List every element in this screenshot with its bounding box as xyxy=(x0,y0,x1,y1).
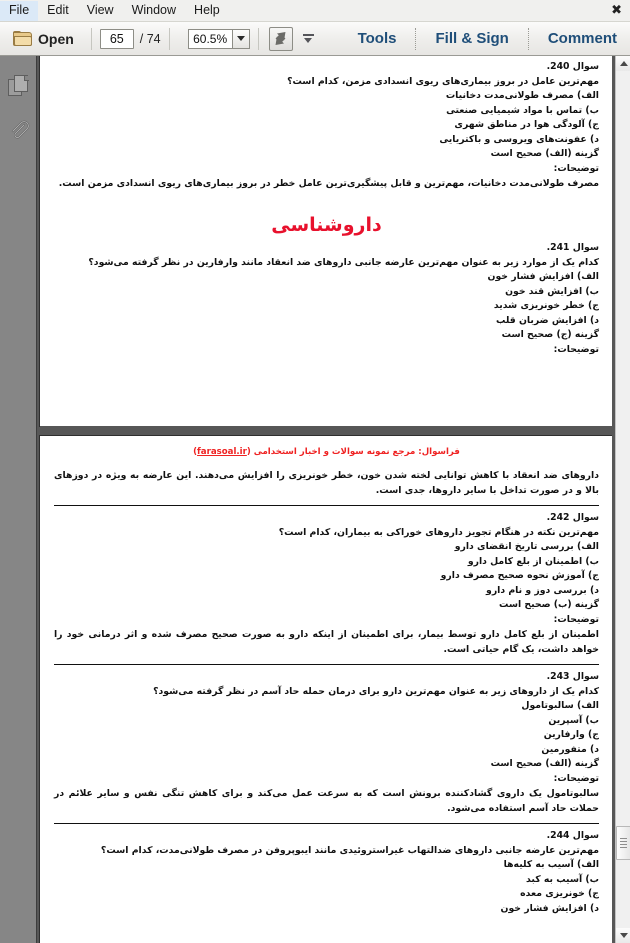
watermark-text: فراسوال: مرجع نمونه سوالات و اخبار استخدامی ( xyxy=(246,447,460,457)
option-b: ب) افزایش قند خون xyxy=(505,285,599,297)
navigation-sidebar xyxy=(0,56,37,943)
answer-line: گزینه (ب) صحیح است xyxy=(498,599,599,610)
question-number: سوال 244. xyxy=(546,830,599,841)
pdf-page-65 xyxy=(40,56,613,426)
question-text: کدام یک از موارد زیر به عنوان مهم‌ترین عارضه جانبی داروهای ضد انعقاد مانند وارفارین در نظر گرفته می‌شود؟ xyxy=(88,256,599,268)
question-text: کدام یک از داروهای زیر به عنوان مهم‌ترین دارو برای درمان حمله حاد آسم در نظر گرفته می‌شود؟ xyxy=(153,685,599,697)
section-title: داروشناسی xyxy=(271,214,382,236)
page-thumbnails-button[interactable] xyxy=(0,64,37,108)
option-d: د) بررسی دوز و نام دارو xyxy=(486,584,599,596)
page-gap xyxy=(40,426,613,436)
explanation-text: سالبوتامول یک داروی گشادکننده برونش است که به سرعت عمل می‌کند و برای کاهش تنگی نفس و سایر علائم در حملات حاد آسم استفاده می‌شود. xyxy=(54,788,599,814)
watermark-tail: ) xyxy=(193,447,198,457)
paperclip-icon xyxy=(8,118,30,142)
open-button[interactable] xyxy=(5,26,83,52)
option-d: د) متفورمین xyxy=(541,743,599,755)
question-divider xyxy=(54,505,599,506)
pdf-page-66 xyxy=(40,436,613,943)
explanation-text: اطمینان از بلع کامل دارو توسط بیمار، برای اطمینان از اینکه دارو به صورت صحیح مصرف شده و اثر درمانی خود را خواهد داشت، یک گام حیاتی است. xyxy=(54,629,599,655)
work-area xyxy=(0,56,630,943)
fit-page-button[interactable] xyxy=(269,27,293,51)
answer-line: گزینه (ج) صحیح است xyxy=(501,329,599,340)
option-d: د) افزایش فشار خون xyxy=(500,902,599,914)
more-tools-icon xyxy=(303,34,314,43)
option-a: الف) مصرف طولانی‌مدت دخانیات xyxy=(445,90,599,101)
option-c: ج) وارفارین xyxy=(543,729,599,740)
zoom-control xyxy=(188,29,250,49)
option-b: ب) اطمینان از بلع کامل دارو xyxy=(467,555,599,567)
option-a: الف) سالبوتامول xyxy=(521,700,599,711)
toolbar-divider-4 xyxy=(415,28,416,50)
question-text: مهم‌ترین عامل در بروز بیماری‌های ریوی انسدادی مزمن، کدام است؟ xyxy=(287,75,599,87)
fit-page-icon xyxy=(273,31,288,46)
zoom-input[interactable]: 60.5% xyxy=(188,29,232,49)
option-d: د) افزایش ضربان قلب xyxy=(495,314,599,326)
answer-line: گزینه (الف) صحیح است xyxy=(490,758,599,769)
vertical-scrollbar[interactable] xyxy=(615,56,630,943)
scrollbar-thumb[interactable] xyxy=(616,826,630,860)
question-number: سوال 240. xyxy=(546,61,599,72)
explanation-text: مصرف طولانی‌مدت دخانیات، مهم‌ترین و قابل پیشگیری‌ترین عامل خطر در بروز بیماری‌های ریوی انسدادی مزمن است. xyxy=(58,178,599,189)
question-text: مهم‌ترین عارضه جانبی داروهای ضدالتهاب غیراستروئیدی مانند ایبوپروفن در مصرف طولانی‌مدت، کدام است؟ xyxy=(100,844,599,856)
folder-open-icon xyxy=(13,31,32,46)
watermark-link[interactable]: farasoal.ir xyxy=(197,447,247,457)
option-c: ج) آموزش نحوه صحیح مصرف دارو xyxy=(440,570,599,581)
zoom-dropdown-button[interactable] xyxy=(232,29,250,49)
fill-and-sign-button[interactable]: Fill & Sign xyxy=(435,30,509,47)
toolbar-divider-5 xyxy=(528,28,529,50)
menu-view[interactable]: View xyxy=(86,2,114,17)
toolbar-divider-1 xyxy=(91,28,92,50)
more-tools-button[interactable] xyxy=(299,28,319,50)
question-divider xyxy=(54,823,599,824)
attachments-button[interactable] xyxy=(0,108,37,152)
scrollbar-grip-icon xyxy=(620,836,627,850)
explanation-label: توضیحات: xyxy=(553,772,599,784)
page-number-input[interactable]: 65 xyxy=(100,29,134,49)
option-a: الف) آسیب به کلیه‌ها xyxy=(503,859,599,870)
option-b: ب) تماس با مواد شیمیایی صنعتی xyxy=(446,104,599,116)
question-number: سوال 241. xyxy=(546,242,599,253)
toolbar-divider-2 xyxy=(169,28,170,50)
explanation-label: توضیحات: xyxy=(553,343,599,355)
option-a: الف) بررسی تاریخ انقضای دارو xyxy=(454,541,599,552)
close-icon[interactable]: ✖ xyxy=(611,3,622,18)
option-b: ب) آسپرین xyxy=(548,714,599,726)
chevron-down-icon xyxy=(237,36,245,41)
menu-help[interactable]: Help xyxy=(194,2,220,17)
menu-edit[interactable]: Edit xyxy=(47,2,69,17)
question-divider xyxy=(54,664,599,665)
option-c: ج) خونریزی معده xyxy=(520,888,599,899)
scroll-down-button[interactable] xyxy=(616,928,630,943)
comment-button[interactable]: Comment xyxy=(547,30,617,47)
page-thumbnail-icon xyxy=(8,75,30,97)
explanation-label: توضیحات: xyxy=(553,162,599,174)
scroll-up-arrow-icon xyxy=(620,61,628,66)
toolbar xyxy=(0,22,630,56)
answer-line: گزینه (الف) صحیح است xyxy=(490,148,599,159)
watermark-footer xyxy=(54,446,599,458)
toolbar-divider-3 xyxy=(258,28,259,50)
option-a: الف) افزایش فشار خون xyxy=(487,271,599,282)
question-number: سوال 243. xyxy=(546,671,599,682)
option-d: د) عفونت‌های ویروسی و باکتریایی xyxy=(439,133,599,145)
open-button-label: Open xyxy=(38,30,74,47)
page-total-label: / 74 xyxy=(139,31,161,46)
question-number: سوال 242. xyxy=(546,512,599,523)
question-text: مهم‌ترین نکته در هنگام تجویز داروهای خوراکی به بیماران، کدام است؟ xyxy=(278,526,599,538)
menu-window[interactable]: Window xyxy=(131,2,177,17)
menu-bar xyxy=(0,0,630,22)
option-b: ب) آسیب به کبد xyxy=(526,873,599,885)
explanation-label: توضیحات: xyxy=(553,613,599,625)
option-c: ج) خطر خونریزی شدید xyxy=(493,300,599,311)
document-pane[interactable] xyxy=(38,56,615,943)
option-c: ج) آلودگی هوا در مناطق شهری xyxy=(454,119,599,130)
scroll-up-button[interactable] xyxy=(616,56,630,71)
menu-file[interactable]: File xyxy=(0,1,38,21)
continued-explanation-text: داروهای ضد انعقاد با کاهش توانایی لخته شدن خون، خطر خونریزی را افزایش می‌دهند. این عارضه به ویژه در دوزهای بالا و در صورت تداخل با سایر داروها، جدی است. xyxy=(54,470,599,496)
tools-button[interactable]: Tools xyxy=(357,30,397,47)
scroll-down-arrow-icon xyxy=(620,933,628,938)
